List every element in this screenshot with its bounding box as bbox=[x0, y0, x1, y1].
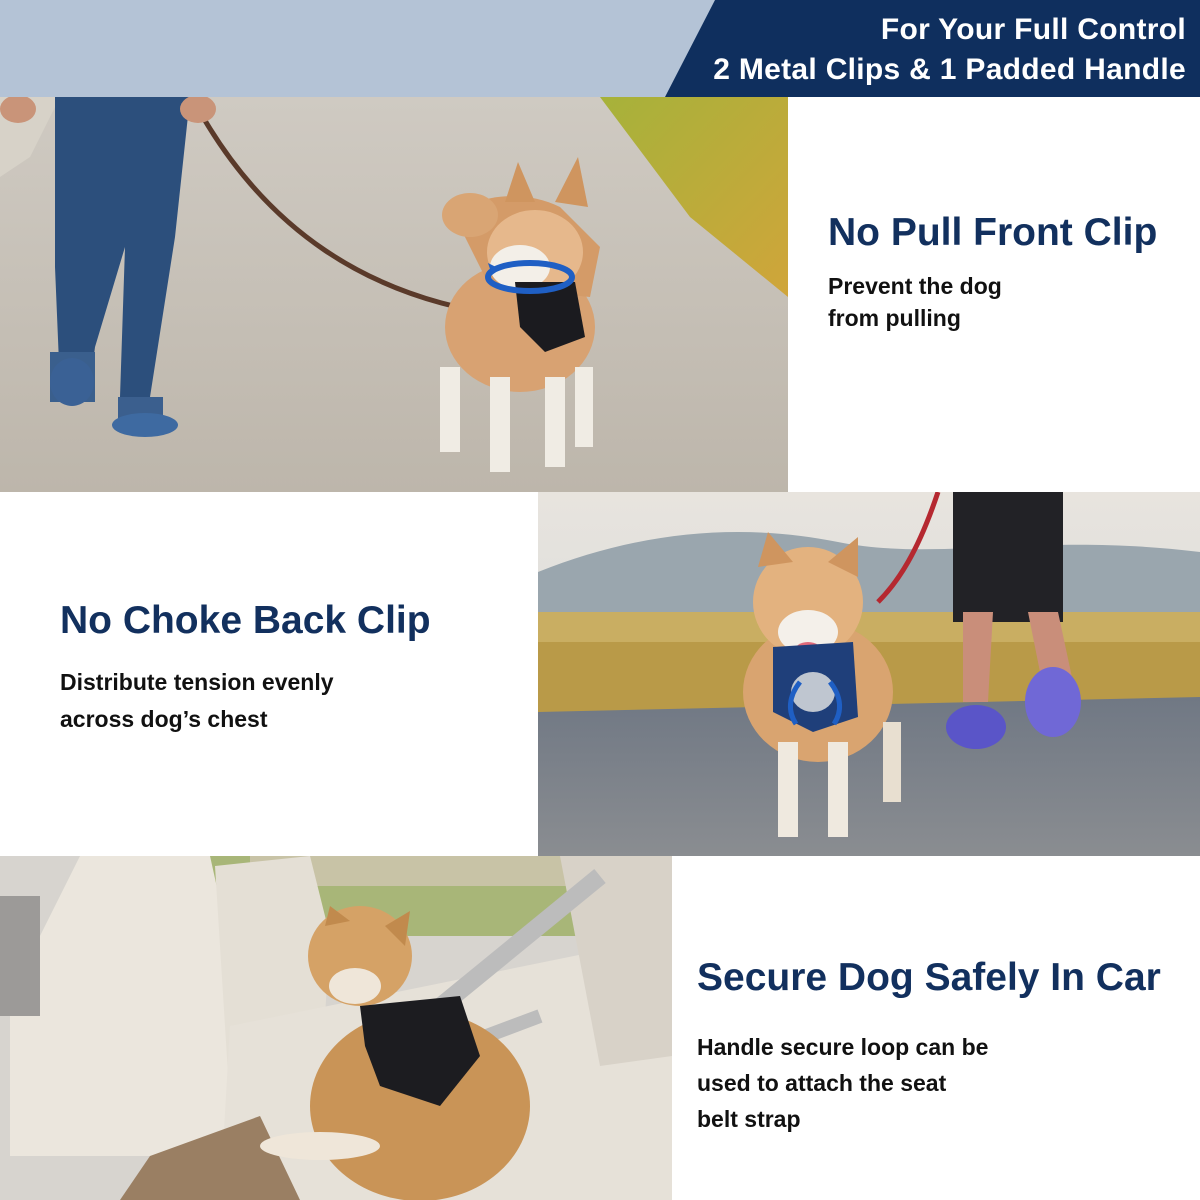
feature-desc-line: across dog’s chest bbox=[60, 706, 268, 732]
feature-desc-line: from pulling bbox=[828, 305, 961, 331]
feature-desc-line: used to attach the seat bbox=[697, 1070, 947, 1096]
feature-desc-line: Distribute tension evenly bbox=[60, 669, 334, 695]
feature-description bbox=[697, 1029, 1057, 1137]
feature-desc-line: belt strap bbox=[697, 1106, 801, 1132]
photo-dog-walking-path bbox=[0, 97, 788, 492]
photo-dog-in-car bbox=[0, 856, 672, 1200]
header-line-2: 2 Metal Clips & 1 Padded Handle bbox=[713, 53, 1186, 86]
feature-title: No Choke Back Clip bbox=[60, 599, 431, 642]
feature-desc-line: Handle secure loop can be bbox=[697, 1034, 989, 1060]
feature-title: No Pull Front Clip bbox=[828, 211, 1158, 254]
feature-description bbox=[60, 664, 480, 738]
header-line-1: For Your Full Control bbox=[880, 13, 1186, 46]
photo-dog-on-road bbox=[538, 492, 1200, 856]
feature-desc-line: Prevent the dog bbox=[828, 273, 1002, 299]
feature-no-pull-front-clip bbox=[828, 210, 1200, 334]
feature-title: Secure Dog Safely In Car bbox=[697, 956, 1161, 999]
header-text bbox=[713, 10, 1186, 90]
feature-no-choke-back-clip bbox=[60, 598, 480, 738]
feature-secure-dog-in-car bbox=[697, 955, 1161, 1137]
feature-description bbox=[828, 270, 1200, 334]
